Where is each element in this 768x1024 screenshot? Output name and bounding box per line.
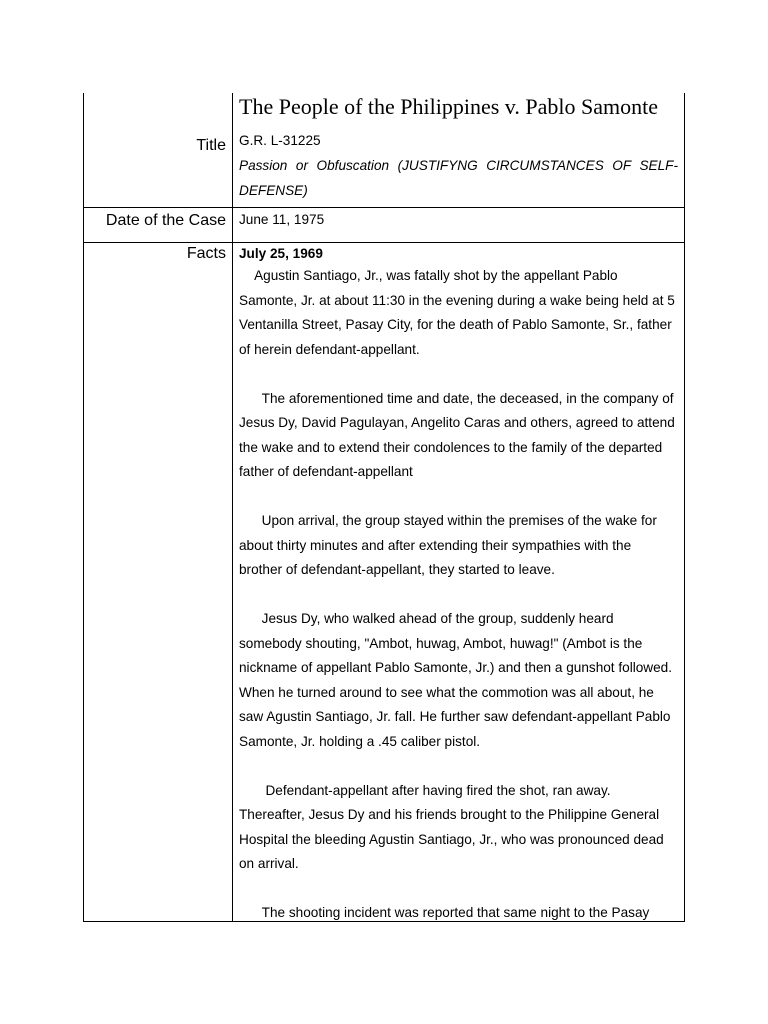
facts-heading: July 25, 1969 <box>239 246 323 261</box>
facts-paragraph: The shooting incident was reported that same night to the Pasay <box>239 905 650 920</box>
table-border-left <box>83 93 84 922</box>
facts-paragraph: The aforementioned time and date, the deceased, in the company of Jesus Dy, David Pagulayan, Angelito Caras and others, agreed to attend the wake and to extend their condolences to the family of the departed father of defendant-appellant <box>239 390 679 479</box>
facts-label: Facts <box>186 245 226 262</box>
table-border-right <box>684 93 685 922</box>
date-value: June 11, 1975 <box>239 212 325 227</box>
facts-paragraph: Defendant-appellant after having fired the shot, ran away. Thereafter, Jesus Dy and his friends brought to the Philippine General Hospital the bleeding Agustin Santiago, Jr., who was pronounced dead on arrival. <box>239 782 668 871</box>
facts-paragraph: Jesus Dy, who walked ahead of the group, suddenly heard somebody shouting, "Ambot, huwag, Ambot, huwag!" (Ambot is the nickname of appellant Pablo Samonte, Jr.) and then a gunshot followed. When he turned around to see what the commotion was all about, he saw Agustin Santiago, Jr. fall. He further saw defendant-appellant Pablo Samonte, Jr. holding a .45 caliber pistol. <box>239 611 676 749</box>
date-label: Date of the Case <box>105 212 226 229</box>
case-name: The People of the Philippines v. Pablo Samonte <box>239 94 658 119</box>
facts-paragraph: Upon arrival, the group stayed within the premises of the wake for about thirty minutes and after extending their sympathies with the brother of defendant-appellant, they started to leave. <box>239 513 661 577</box>
case-subject: Passion or Obfuscation (JUSTIFYNG CIRCUMSTANCES OF SELF-DEFENSE) <box>239 158 678 198</box>
facts-body <box>239 264 678 919</box>
facts-paragraph: Agustin Santiago, Jr., was fatally shot by the appellant Pablo Samonte, Jr. at about 11:30 in the evening during a wake being held at 5 Ventanilla Street, Pasay City, for the death of Pablo Samonte, Sr., father of herein defendant-appellant. <box>239 268 679 357</box>
title-label: Title <box>196 137 226 154</box>
gr-number: G.R. L-31225 <box>239 133 321 148</box>
table-column-divider <box>232 93 233 922</box>
